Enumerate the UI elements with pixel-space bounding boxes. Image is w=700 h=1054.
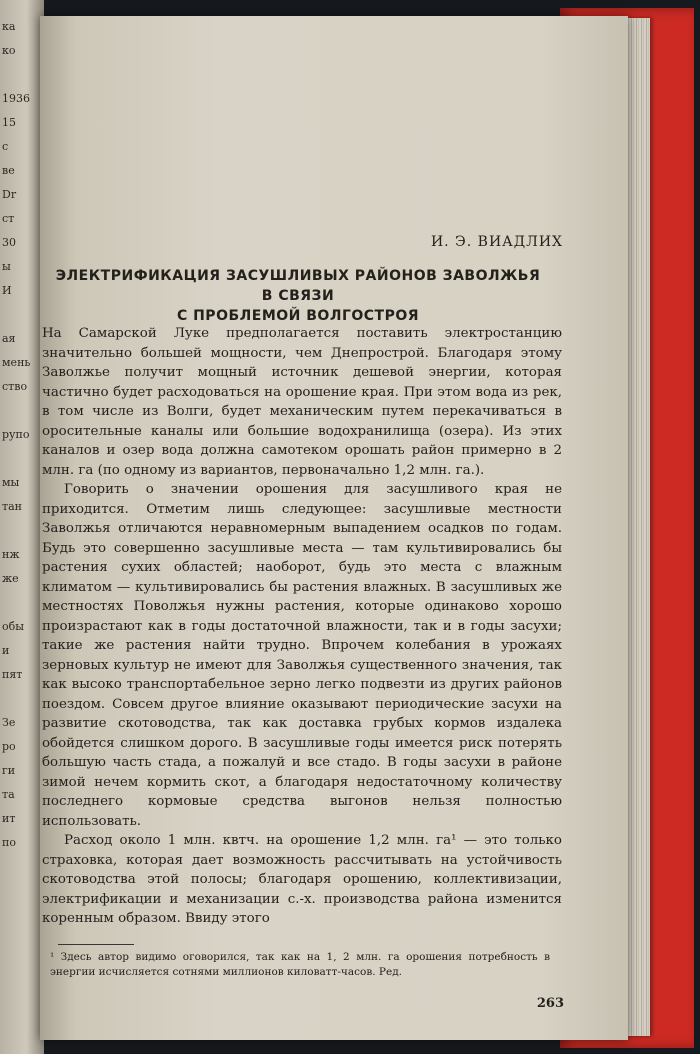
article-body <box>42 324 562 929</box>
paragraph: Расход около 1 млн. квтч. на орошение 1,2 млн. га¹ — это только страховка, которая дает возможность рассчитывать на устойчивость скотоводства этой полосы; благодаря орошению, коллективизации, электрификации и механизации с.-х. производства района изменится коренным образом. Ввиду этого <box>42 833 562 926</box>
article-title-line-1: ЭЛЕКТРИФИКАЦИЯ ЗАСУШЛИВЫХ РАЙОНОВ ЗАВОЛЖЬЯ В СВЯЗИ <box>55 268 541 304</box>
left-page-fragment: Dr <box>2 188 17 201</box>
page-number: 263 <box>536 996 564 1011</box>
article-title <box>48 266 548 326</box>
left-page-fragment: 30 <box>2 236 16 249</box>
left-page-fragment: та <box>2 788 15 801</box>
left-page-fragment: мы <box>2 476 20 489</box>
left-page-fragment: ы <box>2 260 11 273</box>
left-page-fragment: 15 <box>2 116 16 129</box>
left-page-fragment: ве <box>2 164 15 177</box>
left-page-fragment: ко <box>2 44 16 57</box>
left-page-fragment: нж <box>2 548 20 561</box>
paragraph: Говорить о значении орошения для засушливого края не приходится. Отметим лишь следующее: засушливые местности Заволжья отличаются неравномерным выпадением осадков по годам. Будь это совершенно засушливые места — там культивировались бы растения сухих областей; наоборот, будь это места с влажным климатом — культивировались бы растения влажных. В засушливых же местностях Поволжья нужны растения, которые одинаково хорошо произрастают как в годы достаточной влажности, так и в годы засухи; такие же растения найти трудно. Впрочем колебания в урожаях зерновых культур не имеют для Заволжья существенного значения, так как высоко транспортабельное зерно легко подвезти из других районов поездом. Совсем другое влияние оказывают периодические засухи на развитие скотоводства, так как доставка грубых кормов издалека обойдется слишком дорого. В засушливые годы имеется риск потерять большую часть стада, а пожалуй и все стадо. В годы засухи в районе зимой нечем кормить скот, а благодаря недостаточному количеству последнего кормовые средства выгонов нельзя полностью использовать. <box>42 482 562 829</box>
left-page-fragment: И <box>2 284 12 297</box>
left-page-fragment: ит <box>2 812 16 825</box>
left-page-fragment: и <box>2 644 10 657</box>
author-name: И. Э. ВИАДЛИХ <box>430 234 563 250</box>
left-page-fragment: с <box>2 140 9 153</box>
left-page-fragment: ая <box>2 332 16 345</box>
left-page-fragment: ги <box>2 764 16 777</box>
left-page-fragment: Зе <box>2 716 16 729</box>
left-page-fragment: рупо <box>2 428 30 441</box>
left-page-fragment: ст <box>2 212 15 225</box>
left-page-fragment: ро <box>2 740 16 753</box>
footnote-rule <box>58 944 134 945</box>
left-page-fragment: пят <box>2 668 23 681</box>
left-page-fragment: тан <box>2 500 22 513</box>
left-page-fragment: ка <box>2 20 16 33</box>
left-page-fragment: ство <box>2 380 28 393</box>
paragraph: На Самарской Луке предполагается поставить электростанцию значительно большей мощности, чем Днепрострой. Благодаря этому Заволжье получит мощный источник дешевой энергии, которая частично будет расходоваться на орошение края. При этом вода из рек, в том числе из Волги, будет механическим путем перекачиваться в оросительные каналы или большие водохранилища (озера). Из этих каналов и озер вода должна самотеком орошать район примерно в 2 млн. га (по одному из вариантов, первоначально 1,2 млн. га.). <box>42 326 562 478</box>
left-page-fragment: же <box>2 572 19 585</box>
left-page-fragment: обы <box>2 620 24 633</box>
footnote: ¹ Здесь автор видимо оговорился, так как на 1, 2 млн. га орошения потребность в энергии исчисляется сотнями миллионов киловатт-часов. Ред. <box>50 951 550 978</box>
article-title-line-2: С ПРОБЛЕМОЙ ВОЛГОСТРОЯ <box>176 308 420 324</box>
left-page-fragment: по <box>2 836 16 849</box>
left-page-edge <box>0 0 44 1054</box>
book-page <box>40 16 628 1040</box>
left-page-fragment: мень <box>2 356 31 369</box>
left-page-fragment: 1936 <box>2 92 30 105</box>
